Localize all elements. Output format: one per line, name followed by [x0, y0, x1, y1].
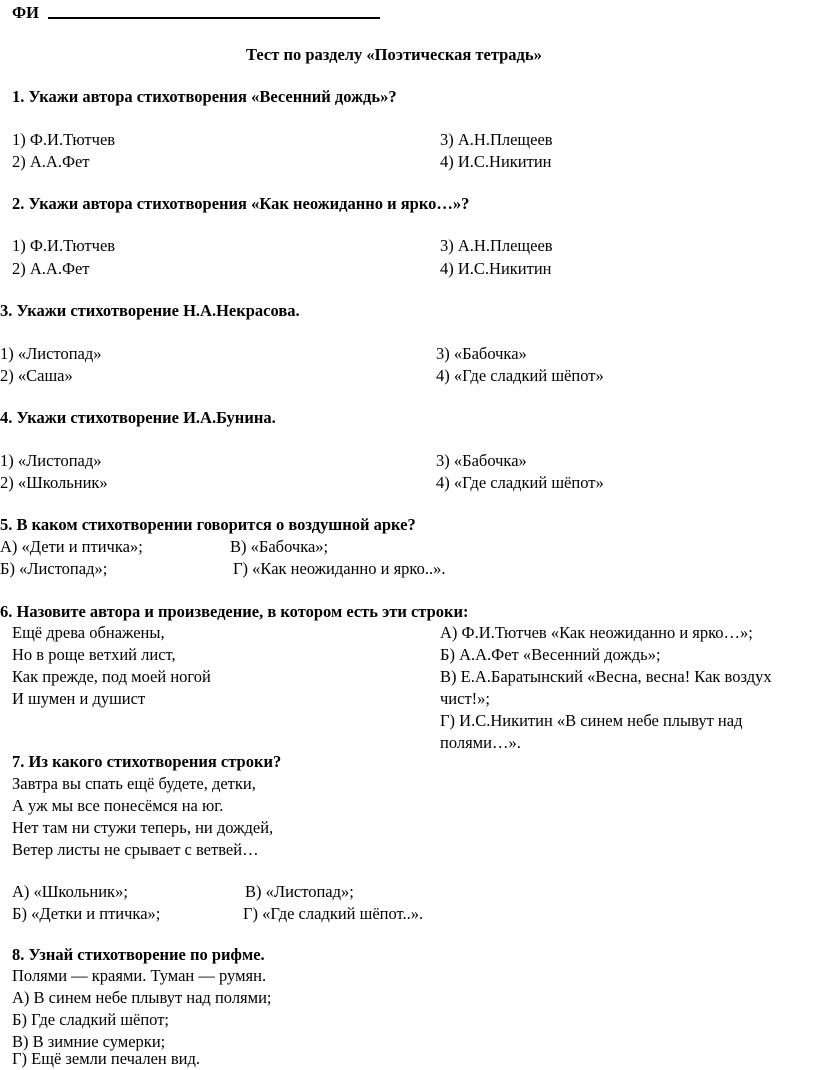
q7-option-a: А) «Школьник»; [12, 882, 128, 901]
q6-answer-v-cont: чист!»; [440, 689, 490, 708]
q5-option-b: Б) «Листопад»; [0, 559, 108, 578]
question-1: 1. Укажи автора стихотворения «Весенний дождь»? [12, 87, 397, 106]
q1-option-1: 1) Ф.И.Тютчев [12, 130, 116, 149]
q4-option-3: 3) «Бабочка» [436, 451, 527, 470]
q4-option-1: 1) «Листопад» [0, 451, 102, 470]
q1-option-2: 2) А.А.Фет [12, 152, 90, 171]
question-4: 4. Укажи стихотворение И.А.Бунина. [0, 408, 276, 427]
question-7: 7. Из какого стихотворения строки? [12, 752, 282, 771]
q3-option-3: 3) «Бабочка» [436, 344, 527, 363]
q3-option-1: 1) «Листопад» [0, 344, 102, 363]
page-title: Тест по разделу «Поэтическая тетрадь» [246, 45, 542, 64]
q3-option-4: 4) «Где сладкий шёпот» [436, 366, 604, 385]
q7-option-v: В) «Листопад»; [245, 882, 354, 901]
q8-rhyme: Полями — краями. Туман — румян. [12, 966, 267, 985]
q4-option-4: 4) «Где сладкий шёпот» [436, 473, 604, 492]
question-6: 6. Назовите автора и произведение, в котором есть эти строки: [0, 602, 469, 621]
q8-option-g: Г) Ещё земли печален вид. [12, 1049, 201, 1068]
q7-line-3: Нет там ни стужи теперь, ни дождей, [12, 818, 274, 837]
q1-option-3: 3) А.Н.Плещеев [440, 130, 553, 149]
q2-option-4: 4) И.С.Никитин [440, 259, 552, 278]
q8-option-v: В) В зимние сумерки; [12, 1032, 166, 1051]
question-3: 3. Укажи стихотворение Н.А.Некрасова. [0, 301, 300, 320]
q6-answer-v: В) Е.А.Баратынский «Весна, весна! Как воздух [440, 667, 772, 686]
q2-option-3: 3) А.Н.Плещеев [440, 236, 553, 255]
q5-option-v: В) «Бабочка»; [230, 537, 329, 556]
q2-option-1: 1) Ф.И.Тютчев [12, 236, 116, 255]
q7-line-2: А уж мы все понесёмся на юг. [12, 796, 224, 815]
q6-answer-g-cont: полями…». [440, 733, 521, 752]
q6-line-1: Ещё древа обнажены, [12, 623, 165, 642]
question-5: 5. В каком стихотворении говорится о воздушной арке? [0, 515, 416, 534]
q4-option-2: 2) «Школьник» [0, 473, 108, 492]
q6-line-3: Как прежде, под моей ногой [12, 667, 211, 686]
q6-answer-b: Б) А.А.Фет «Весенний дождь»; [440, 645, 661, 664]
q1-option-4: 4) И.С.Никитин [440, 152, 552, 171]
q6-answer-g: Г) И.С.Никитин «В синем небе плывут над [440, 711, 743, 730]
q7-option-b: Б) «Детки и птичка»; [12, 904, 161, 923]
q7-line-4: Ветер листы не срывает с ветвей… [12, 840, 259, 859]
q6-line-4: И шумен и душист [12, 689, 146, 708]
q3-option-2: 2) «Саша» [0, 366, 73, 385]
q7-line-1: Завтра вы спать ещё будете, детки, [12, 774, 256, 793]
q6-line-2: Но в роще ветхий лист, [12, 645, 176, 664]
q7-option-g: Г) «Где сладкий шёпот..». [243, 904, 424, 923]
question-2: 2. Укажи автора стихотворения «Как неожиданно и ярко…»? [12, 194, 470, 213]
q2-option-2: 2) А.А.Фет [12, 259, 90, 278]
question-8: 8. Узнай стихотворение по рифме. [12, 945, 265, 964]
q5-option-a: А) «Дети и птичка»; [0, 537, 143, 556]
q8-option-a: А) В синем небе плывут над полями; [12, 988, 272, 1007]
q5-option-g: Г) «Как неожиданно и ярко..». [233, 559, 446, 578]
q6-answer-a: А) Ф.И.Тютчев «Как неожиданно и ярко…»; [440, 623, 753, 642]
fi-label: ФИ [12, 3, 40, 22]
fi-underline [48, 17, 380, 19]
q8-option-b: Б) Где сладкий шёпот; [12, 1010, 169, 1029]
